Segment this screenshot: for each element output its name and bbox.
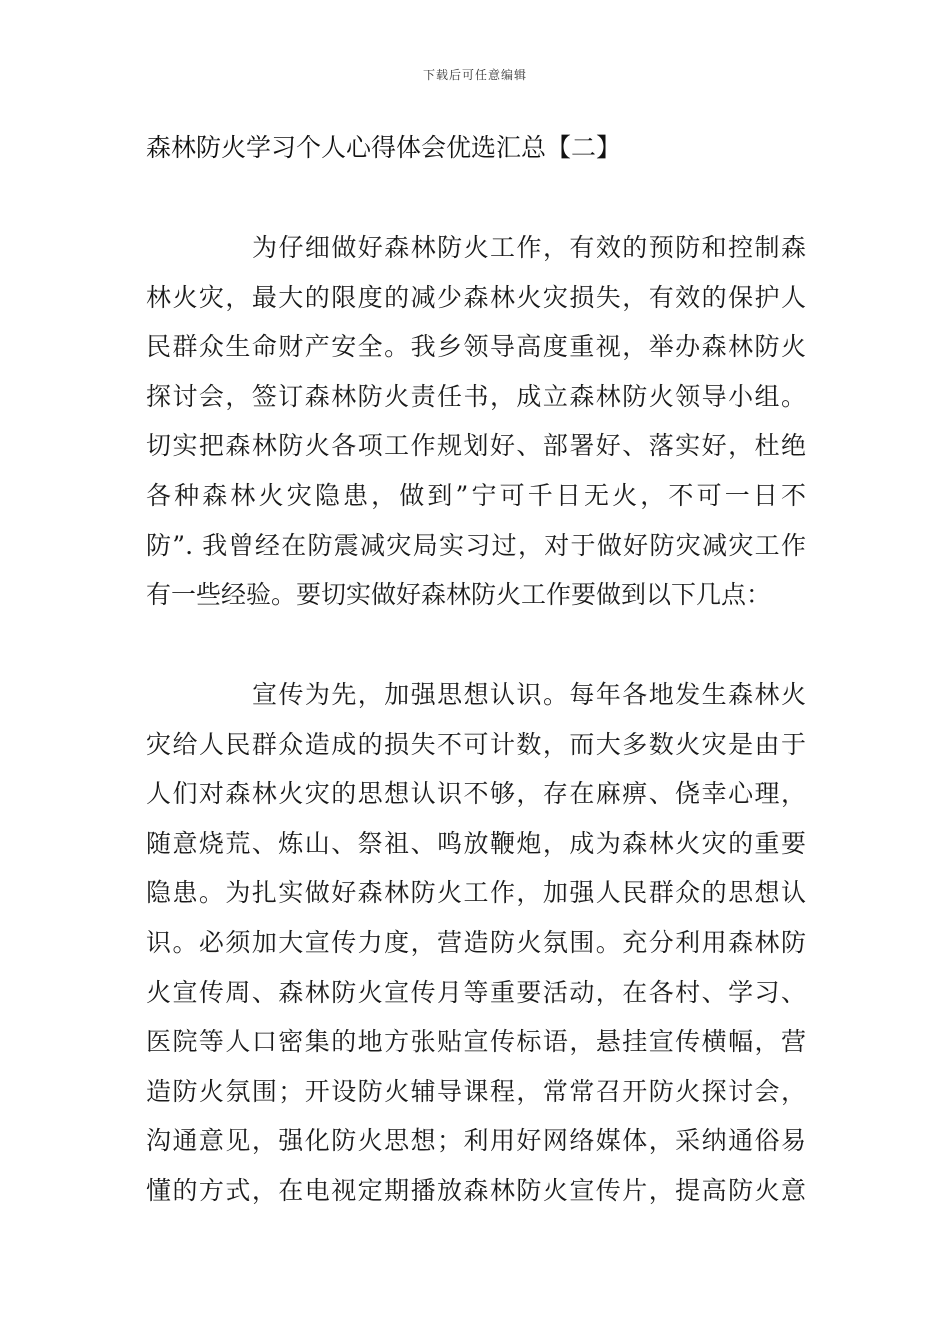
paragraph-line: 灾给人民群众造成的损失不可计数，而大多数火灾是由于 [146, 729, 806, 759]
paragraph-line: 有一些经验。要切实做好森林防火工作要做到以下几点： [146, 580, 772, 610]
paragraph-line: 医院等人口密集的地方张贴宣传标语，悬挂宣传横幅，营 [146, 1027, 806, 1057]
paragraph-line: 隐患。为扎实做好森林防火工作，加强人民群众的思想认 [146, 878, 806, 908]
paragraph-line: 随意烧荒、炼山、祭祖、鸣放鞭炮，成为森林火灾的重要 [146, 828, 806, 858]
paragraph-line: 切实把森林防火各项工作规划好、部署好、落实好，杜绝 [146, 431, 806, 461]
header-note: 下载后可任意编辑 [422, 68, 527, 82]
paragraph-line: 沟通意见，强化防火思想；利用好网络媒体，采纳通俗易 [146, 1126, 806, 1156]
paragraph-line: 宣传为先，加强思想认识。每年各地发生森林火 [252, 680, 806, 709]
paragraph-line: 人们对森林火灾的思想认识不够，存在麻痹、侥幸心理， [146, 779, 806, 809]
paragraph-line: 懂的方式，在电视定期播放森林防火宣传片，提高防火意 [146, 1175, 806, 1205]
paragraph-line: 林火灾，最大的限度的减少森林火灾损失，有效的保护人 [146, 282, 806, 312]
paragraph-line: 探讨会，签订森林防火责任书，成立森林防火领导小组。 [146, 381, 806, 411]
paragraph-line: 各种森林火灾隐患，做到”宁可千日无火，不可一日不 [146, 480, 806, 510]
paragraph-2 [146, 670, 806, 1216]
paragraph-line: 为仔细做好森林防火工作，有效的预防和控制森 [252, 233, 806, 262]
paragraph-1 [146, 223, 806, 620]
paragraph-line: 民群众生命财产安全。我乡领导高度重视，举办森林防火 [146, 332, 806, 362]
paragraph-line: 火宣传周、森林防火宣传月等重要活动，在各村、学习、 [146, 977, 806, 1007]
paragraph-line: 造防火氛围；开设防火辅导课程，常常召开防火探讨会， [146, 1076, 806, 1106]
paragraph-line: 防”. 我曾经在防震减灾局实习过，对于做好防灾减灾工作 [146, 530, 806, 560]
paragraph-line: 识。必须加大宣传力度，营造防火氛围。充分利用森林防 [146, 927, 806, 957]
document-title: 森林防火学习个人心得体会优选汇总【二】 [146, 133, 622, 162]
